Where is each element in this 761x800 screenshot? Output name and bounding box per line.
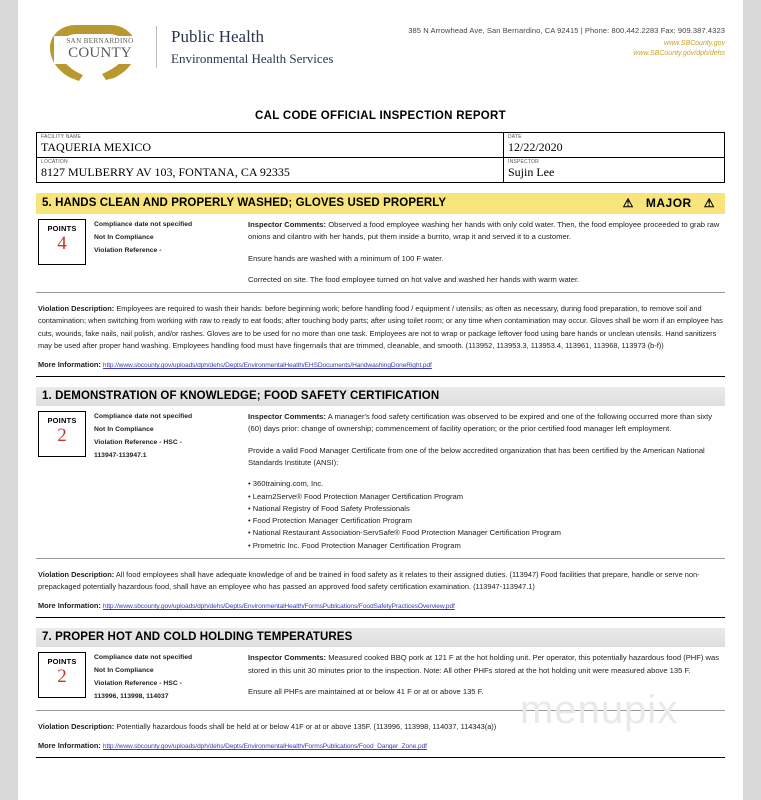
report-header [36,0,725,94]
address-line: 385 N Arrowhead Ave, San Bernardino, CA 92415 | Phone: 800.442.2283 Fax: 909.387.4323 [408,26,725,35]
violation-title: 1. DEMONSTRATION OF KNOWLEDGE; FOOD SAFETY CERTIFICATION [42,390,440,403]
list-item: • National Restaurant Association-ServSafe® Food Protection Manager Certification Program [248,528,561,538]
more-information [36,741,725,750]
violation-description-label: Violation Description: [38,722,115,732]
inspector-comments-label: Inspector Comments: [248,412,327,422]
violation-description [36,303,725,352]
comment-paragraph [248,652,725,677]
violation-header-bar [36,193,725,214]
violation-section [36,387,725,618]
date-value: 12/22/2020 [508,140,563,154]
points-box [38,411,86,457]
points-label: POINTS [47,657,77,667]
more-information-label: More Information: [38,360,101,370]
divider [36,558,725,559]
location-cell [37,158,504,182]
accredited-programs-list [248,478,725,552]
violation-body [36,647,725,704]
compliance-date: Compliance date not specified [94,413,193,421]
logo-wordmark [54,36,146,64]
comment-text: Measured cooked BBQ pork at 121 F at the hot holding unit. Per operator, this potentially hazardous food (PHF) was stored in this unit 30 minutes prior to the inspection. Note: All other PHFs stored at the hot holding unit were measured above 135 F. [248,653,720,675]
more-information [36,601,725,610]
inspection-report-page [18,0,743,800]
violation-description-text: Employees are required to wash their hands: before beginning work; before handling food / equipment / utensils; as often as necessary, during food preparation, to remove soil and contamination; when switching from working with raw to ready to eat foods; after touching body parts; after using toilet room; or any time when contamination may occur. Gloves shall be worn if an employee has cuts, wounds, fake nails, nail polish, and/or rashes. Gloves are to be used for no more than one task. Employees are not to wrap or package leftover food using bare hands or unclean utensils. Hand sanitizers may be used after proper hand washing. Employees handling food must have fingernails that are trimmed, cleanable, and smooth. (113952, 113953.3, 113953.4, 113961, 113968, 113973 (b-f)) [38,304,723,350]
comment-paragraph [248,411,725,436]
points-value: 2 [57,425,67,447]
comment-paragraph [248,274,725,286]
list-item: • Food Protection Manager Certification Program [248,516,412,526]
location-value: 8127 MULBERRY AV 103, FONTANA, CA 92335 [41,165,290,179]
section-divider [36,376,725,377]
divider [36,292,725,293]
more-information-label: More Information: [38,741,101,751]
department-block [156,26,333,68]
facility-row-location [37,158,724,183]
inspector-comments [244,219,725,286]
violation-body [36,214,725,286]
violation-description [36,721,725,733]
inspector-comments [244,652,725,704]
comment-text: Corrected on site. The food employee turned on hot valve and washed her hands with warm water. [248,274,580,284]
watermark: menupix [520,688,679,732]
major-severity-flag [623,196,719,210]
violation-description-label: Violation Description: [38,304,115,314]
facility-name-value: TAQUERIA MEXICO [41,140,152,154]
logo-line-1: SAN BERNARDINO [66,37,134,45]
violation-header-bar [36,387,725,406]
violation-section [36,193,725,377]
warning-triangle-icon: ⚠ [622,196,634,210]
facility-info-table [36,132,725,183]
comment-text: Observed a food employee washing her hands with only cold water. Then, the food employee proceeded to grab raw onions and cilantro with her hands, put them inside a burrito, wrap it and served it to a customer. [248,220,720,242]
comment-paragraph [248,445,725,470]
compliance-status: Not In Compliance [94,667,154,675]
major-label: MAJOR [645,196,692,210]
compliance-status: Not In Compliance [94,233,154,241]
county-logo [36,22,156,82]
divider [36,710,725,711]
violation-description [36,569,725,593]
list-item: • Prometric Inc. Food Protection Manager Certification Program [248,540,461,550]
date-label: DATE [508,134,522,140]
violation-reference-codes: 113996, 113998, 114037 [94,693,169,701]
contact-block [408,22,725,59]
website-primary[interactable]: www.SBCounty.gov [664,40,725,47]
violation-description-text: Potentially hazardous foods shall be held at or below 41F or at or above 135F. (113996, 113998, 114037, 114343(a)) [116,722,497,732]
website-links [408,39,725,59]
violation-title: 7. PROPER HOT AND COLD HOLDING TEMPERATURES [42,631,353,644]
violations-list [36,193,725,758]
compliance-info [94,219,244,286]
inspector-comments [244,411,725,552]
points-label: POINTS [47,224,77,233]
violation-body [36,406,725,552]
points-box [38,219,86,265]
points-value: 4 [57,233,67,254]
inspector-value: Sujin Lee [508,165,555,179]
violation-section [36,628,725,758]
compliance-status: Not In Compliance [94,425,154,433]
violation-description-label: Violation Description: [38,570,115,580]
department-subtitle: Environmental Health Services [171,50,334,66]
date-cell [504,133,724,157]
compliance-date: Compliance date not specified [94,654,193,662]
violation-header-bar [36,628,725,647]
violation-reference: Violation Reference - HSC - [94,438,182,446]
comment-text: Provide a valid Food Manager Certificate from one of the below accredited organization that has been certified by the American National Standards Institute (ANSI): [248,445,705,467]
list-item: • Learn2Serve® Food Protection Manager Certification Program [248,491,464,501]
facility-name-label: FACILITY NAME [41,134,82,140]
violation-reference-codes: 113947-113947.1 [94,451,147,459]
comment-text: Ensure all PHFs are maintained at or below 41 F or at or above 135 F. [248,687,484,697]
inspector-cell [504,158,724,182]
inspector-label: INSPECTOR [508,159,539,165]
violation-reference: Violation Reference - [94,246,162,254]
website-secondary[interactable]: www.SBCounty.gov/dph/dehs [633,50,725,58]
violation-description-text: All food employees shall have adequate knowledge of and be trained in food safety as it relates to their assigned duties. (113947) Food facilities that prepare, handle or serve non-prepackaged potentially hazardous food, shall have an employee who has passed an approved food safety certification examination. (113947-113947.1) [38,570,700,592]
location-label: LOCATION [41,159,68,165]
compliance-date: Compliance date not specified [94,221,193,228]
more-information-link[interactable]: http://www.sbcounty.gov/uploads/dph/dehs/Depts/EnvironmentalHealth/EHSDocuments/HandwashingDoneRight.pdf [102,362,432,370]
comment-paragraph [248,686,725,698]
comment-paragraph [248,253,725,265]
list-item: • National Registry of Food Safety Professionals [248,503,410,513]
more-information-link[interactable]: http://www.sbcounty.gov/uploads/dph/dehs/Depts/EnvironmentalHealth/FormsPublications/FoodSafetyPracticesOverview.pdf [102,603,455,611]
facility-name-cell [37,133,504,157]
compliance-info [94,652,244,704]
page-title: CAL CODE OFFICIAL INSPECTION REPORT [255,110,506,122]
points-label: POINTS [47,416,77,426]
more-information [36,360,725,369]
warning-triangle-icon: ⚠ [703,196,715,210]
more-information-link[interactable]: http://www.sbcounty.gov/uploads/dph/dehs/Depts/EnvironmentalHealth/FormsPublications/Food_Danger_Zone.pdf [102,743,427,751]
comment-paragraph [248,219,725,244]
points-value: 2 [57,666,67,688]
section-divider [36,617,725,618]
section-divider [36,757,725,758]
compliance-info [94,411,244,552]
points-box [38,652,86,698]
list-item: • 360training.com, Inc. [248,479,324,489]
inspector-comments-label: Inspector Comments: [248,653,327,663]
logo-line-2: COUNTY [68,45,132,61]
facility-row-name [37,133,724,158]
more-information-label: More Information: [38,601,101,611]
comment-text: Ensure hands are washed with a minimum of 100 F water. [248,253,444,263]
department-name: Public Health [171,27,265,46]
inspector-comments-label: Inspector Comments: [248,220,327,229]
violation-title: 5. HANDS CLEAN AND PROPERLY WASHED; GLOVES USED PROPERLY [42,197,447,209]
comment-text: A manager's food safety certification was observed to be expired and one of the following occurred more than sixty (60) days prior: change of ownership; commencement of facility operation; or the prior certified food manager left employment. [248,412,713,434]
violation-reference: Violation Reference - HSC - [94,680,182,688]
